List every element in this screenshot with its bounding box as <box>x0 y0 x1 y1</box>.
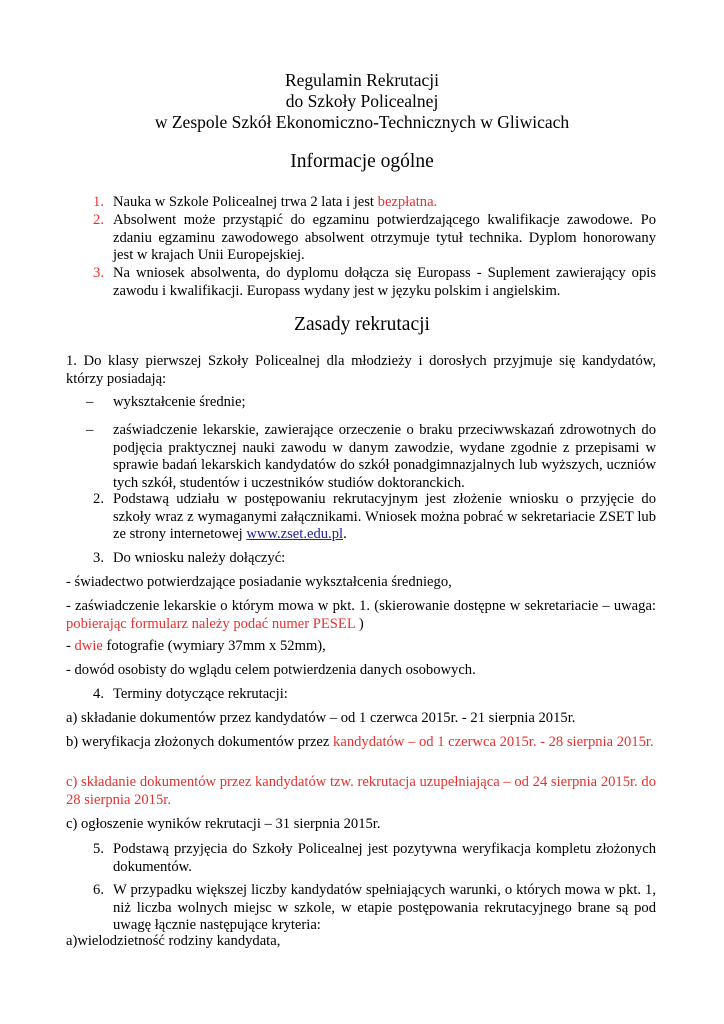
term-b <box>66 734 656 752</box>
list-number: 2. <box>93 491 104 507</box>
website-link[interactable]: www.zset.edu.pl <box>246 526 344 542</box>
list-item <box>86 422 656 492</box>
rules-item-4-text: Terminy dotyczące rekrutacji: <box>113 686 288 702</box>
attachment-2 <box>66 598 656 633</box>
attachment-3-text: fotografie (wymiary 37mm x 52mm), <box>102 638 326 654</box>
bullet-list <box>86 394 656 492</box>
list-number: 3. <box>93 550 104 566</box>
list-number: 4. <box>93 686 104 702</box>
title-line-3: w Zespole Szkół Ekonomiczno-Technicznych w Gliwicach <box>154 112 570 132</box>
term-c-results: c) ogłoszenie wyników rekrutacji – 31 sierpnia 2015r. <box>66 816 381 832</box>
general-list <box>86 194 656 301</box>
term-c-supplementary: c) składanie dokumentów przez kandydatów tzw. rekrutacja uzupełniająca – od 24 sierpnia 2015r. do 28 sierpnia 2015r. <box>66 774 656 808</box>
rules-item-3-text: Do wniosku należy dołączyć: <box>113 550 286 566</box>
title-line-1: Regulamin Rekrutacji <box>284 70 440 90</box>
list-item-highlight: bezpłatna. <box>377 194 438 210</box>
attachment-4: - dowód osobisty do wglądu celem potwierdzenia danych osobowych. <box>66 662 476 678</box>
list-item <box>86 265 656 301</box>
criteria-a: a)wielodzietność rodziny kandydata, <box>66 933 281 949</box>
section-heading-rules: Zasady rekrutacji <box>294 314 430 335</box>
attachment-2-end: ) <box>355 615 364 632</box>
list-number: 6. <box>93 882 104 898</box>
list-item <box>86 212 656 265</box>
bullet-text: wykształcenie średnie; <box>113 394 246 410</box>
punctuation: . <box>343 526 347 542</box>
bullet-text: zaświadczenie lekarskie, zawierające orzeczenie o braku przeciwwskazań zdrowotnych do podjęcia praktycznej nauki zawodu w danym zawodzie, wydane zgodnie z przepisami w sprawie badań lekarskich kandydatów do szkół ponadgimnazjalnych lub wyższych, uczniów tych szkół, studentów i uczestników studiów doktoranckich. <box>113 422 656 491</box>
title-line-2: do Szkoły Policealnej <box>285 91 439 111</box>
attachment-3-dash: - <box>66 638 75 654</box>
rules-item-2-text: Podstawą udziału w postępowaniu rekrutacyjnym jest złożenie wniosku o przyjęcie do szkoły wraz z wymaganymi załącznikami. Wniosek można pobrać w sekretariacie ZSET lub ze strony internetowej <box>113 491 656 542</box>
attachment-3 <box>66 638 656 656</box>
list-item-text: Absolwent może przystąpić do egzaminu potwierdzającego kwalifikacje zawodowe. Po zdaniu egzaminu zawodowego absolwent otrzymuje tytuł technika. Dyplom honorowany jest w krajach Unii Europejskiej. <box>113 212 656 263</box>
list-item <box>86 194 646 212</box>
bullet-dash: – <box>86 422 94 438</box>
list-number: 1. <box>93 194 104 210</box>
rules-item-5-text: Podstawą przyjęcia do Szkoły Policealnej jest pozytywna weryfikacja kompletu złożonych dokumentów. <box>113 841 656 875</box>
list-number: 5. <box>93 841 104 857</box>
section-heading-general: Informacje ogólne <box>290 151 434 172</box>
term-a: a) składanie dokumentów przez kandydatów – od 1 czerwca 2015r. - 21 sierpnia 2015r. <box>66 710 576 726</box>
attachment-3-highlight: dwie <box>74 638 103 654</box>
attachment-2-highlight: pobierając formularz należy podać numer PESEL <box>66 615 356 632</box>
list-number: 2. <box>93 212 104 228</box>
list-item <box>86 394 656 422</box>
attachment-2-text: - zaświadczenie lekarskie o którym mowa w pkt. 1. (skierowanie dostępne w sekretariacie – uwaga: <box>66 598 656 614</box>
term-b-text: b) weryfikacja złożonych dokumentów przez <box>66 734 334 750</box>
list-number: 3. <box>93 265 104 281</box>
bullet-dash: – <box>86 394 94 410</box>
list-item-text: Nauka w Szkole Policealnej trwa 2 lata i jest <box>113 194 378 210</box>
list-item-text: Na wniosek absolwenta, do dyplomu dołącza się Europass - Suplement zawierający opis zawodu i kwalifikacji. Europass wydany jest w języku polskim i angielskim. <box>113 265 656 299</box>
attachment-1: - świadectwo potwierdzające posiadanie wykształcenia średniego, <box>66 574 452 590</box>
rules-intro: 1. Do klasy pierwszej Szkoły Policealnej dla młodzieży i dorosłych przyjmuje się kandydatów, którzy posiadają: <box>66 353 656 387</box>
term-b-highlight: kandydatów – od 1 czerwca 2015r. - 28 sierpnia 2015r. <box>333 734 654 750</box>
rules-item-6-text: W przypadku większej liczby kandydatów spełniających warunki, o których mowa w pkt. 1, niż liczba wolnych miejsc w szkole, w etapie postępowania rekrutacyjnego brane są pod uwagę łącznie następujące kryteria: <box>113 882 656 933</box>
